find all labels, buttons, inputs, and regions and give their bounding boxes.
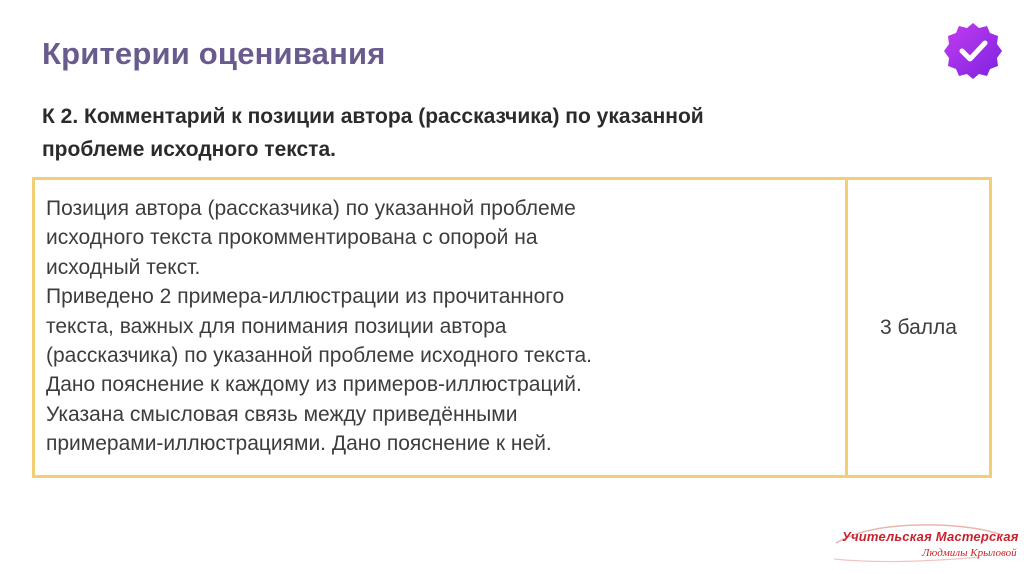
description-line: Указана смысловая связь между приведёнными xyxy=(46,402,518,426)
logo-main-text: Учительская Мастерская xyxy=(842,529,1019,544)
criteria-table xyxy=(32,177,992,478)
score-value: 3 балла xyxy=(880,315,957,339)
score-cell xyxy=(848,180,989,475)
slide-title: Критерии оценивания xyxy=(42,36,386,71)
checkmark-badge-icon xyxy=(942,20,1004,82)
criterion-heading-line: К 2. Комментарий к позиции автора (рассказчика) по указанной xyxy=(42,105,704,128)
description-line: Дано пояснение к каждому из примеров-иллюстраций. xyxy=(46,373,582,397)
description-line: Позиция автора (рассказчика) по указанной проблеме xyxy=(46,197,576,220)
logo-sub-text: Людмилы Крыловой xyxy=(922,547,1017,559)
criterion-description-cell xyxy=(35,180,848,475)
description-line: Приведено 2 примера-иллюстрации из прочитанного xyxy=(46,285,565,309)
description-line: примерами-иллюстрациями. Дано пояснение к ней. xyxy=(46,432,552,456)
criterion-heading-line: проблеме исходного текста. xyxy=(42,138,336,161)
description-line: исходного текста прокомментирована с опорой на xyxy=(46,226,538,250)
criterion-heading xyxy=(42,100,922,166)
publisher-logo xyxy=(830,521,1019,565)
description-line: (рассказчика) по указанной проблеме исходного текста. xyxy=(46,344,592,368)
description-line: исходный текст. xyxy=(46,255,201,279)
description-line: текста, важных для понимания позиции автора xyxy=(46,314,507,338)
